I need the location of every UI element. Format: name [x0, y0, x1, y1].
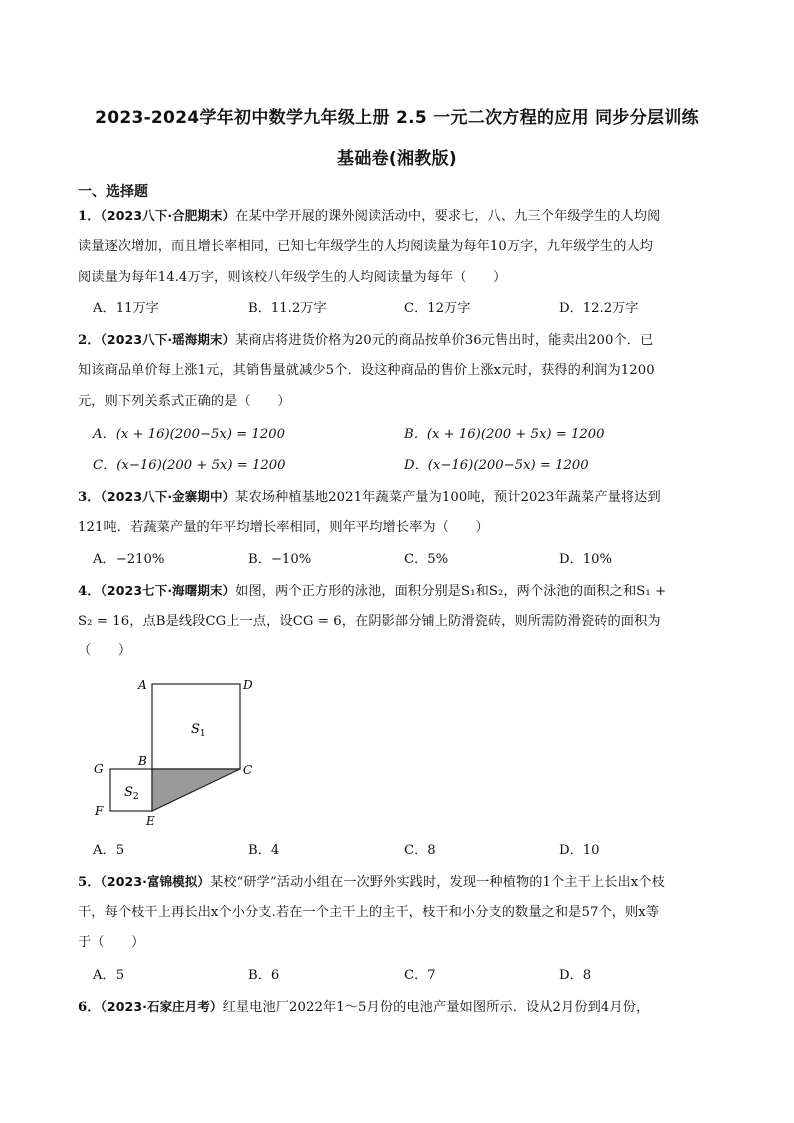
shaded-triangle — [152, 769, 240, 811]
question-5-option-d: D．8 — [559, 968, 592, 983]
question-3-text-1: 某农场种植基地2021年蔬菜产量为100吨，预计2023年蔬菜产量将达到 — [235, 490, 661, 505]
question-4-line-3: （ ） — [78, 643, 132, 658]
label-B: B — [138, 754, 147, 768]
question-4-line-1 — [78, 581, 718, 602]
question-4-option-a: A．5 — [93, 843, 125, 858]
question-2-number: 2． — [78, 333, 101, 348]
question-6-source: （2023·石家庄月考） — [100, 999, 223, 1014]
question-4-option-d: D．10 — [559, 843, 600, 858]
question-5-number: 5． — [78, 875, 101, 890]
question-4-source: （2023七下·海曙期末） — [100, 583, 236, 598]
question-1-line-3: 阅读量为每年14.4万字，则该校八年级学生的人均阅读量为每年（ ） — [78, 270, 507, 285]
question-1-option-b: B．11.2万字 — [248, 301, 327, 316]
question-1-source: （2023八下·合肥期末） — [100, 208, 236, 223]
question-6-number: 6． — [78, 1000, 101, 1015]
question-6-line-1 — [78, 997, 718, 1018]
question-2-line-3: 元，则下列关系式正确的是（ ） — [78, 394, 291, 409]
section-heading-choice: 一、选择题 — [78, 184, 148, 200]
question-2-option-b: B．(x + 16)(200 + 5x) = 1200 — [404, 427, 605, 442]
question-2-option-a: A．(x + 16)(200−5x) = 1200 — [93, 427, 285, 442]
question-2-option-d: D．(x−16)(200−5x) = 1200 — [404, 458, 589, 473]
question-4-text-1: 如图，两个正方形的泳池，面积分别是S₁和S₂，两个泳池的面积之和S₁ + — [235, 584, 667, 599]
question-2-option-c: C．(x−16)(200 + 5x) = 1200 — [93, 458, 286, 473]
label-G: G — [94, 762, 104, 776]
question-1-option-c: C．12万字 — [404, 301, 471, 316]
question-5-source: （2023·富锦模拟） — [100, 874, 210, 889]
question-4-option-c: C．8 — [404, 843, 436, 858]
question-5-text-1: 某校“研学”活动小组在一次野外实践时，发现一种植物的1个主干上长出x个枝 — [209, 875, 665, 890]
question-4-number: 4． — [78, 584, 101, 599]
label-F: F — [95, 804, 104, 818]
question-2-source: （2023八下·瑶海期末） — [100, 332, 236, 347]
question-2-line-2: 知该商品单价每上涨1元，其销售量就减少5个．设这种商品的售价上涨x元时，获得的利润为1200 — [78, 363, 655, 378]
question-5-option-b: B．6 — [248, 968, 280, 983]
question-2-text-1: 某商店将进货价格为20元的商品按单价36元售出时，能卖出200个．已 — [235, 333, 654, 348]
question-5-line-3: 于（ ） — [78, 935, 145, 950]
question-4-line-2: S₂ = 16，点B是线段CG上一点，设CG = 6，在阴影部分铺上防滑瓷砖，则所需防滑瓷砖的面积为 — [78, 614, 661, 629]
question-5-option-c: C．7 — [404, 968, 436, 983]
question-1-number: 1． — [78, 209, 101, 224]
label-S2: $S_2$ — [124, 785, 139, 802]
question-1-option-d: D．12.2万字 — [559, 301, 639, 316]
document-title-line-1: 2023-2024学年初中数学九年级上册 2.5 一元二次方程的应用 同步分层训练 — [95, 108, 699, 128]
label-C: C — [243, 763, 253, 777]
question-1-text-1: 在某中学开展的课外阅读活动中，要求七，八、九三个年级学生的人均阅 — [235, 209, 661, 224]
question-3-number: 3． — [78, 490, 101, 505]
question-3-option-a: A．−210% — [93, 552, 165, 567]
label-E: E — [146, 814, 155, 828]
question-1-line-1 — [78, 206, 718, 227]
question-5-line-1 — [78, 872, 718, 893]
question-3-line-1 — [78, 487, 718, 508]
question-3-option-c: C．5% — [404, 552, 449, 567]
label-D: D — [243, 678, 253, 692]
question-6-text-1: 红星电池厂2022年1～5月份的电池产量如图所示．设从2月份到4月份， — [222, 1000, 650, 1015]
question-4-figure — [85, 670, 275, 835]
question-3-line-2: 121吨．若蔬菜产量的年平均增长率相同，则年平均增长率为（ ） — [78, 520, 489, 535]
question-1-line-2: 读量逐次增加，而且增长率相同，已知七年级学生的人均阅读量为每年10万字，九年级学生的人均 — [78, 239, 654, 254]
question-1-option-a: A．11万字 — [93, 301, 159, 316]
question-5-line-2: 干，每个枝干上再长出x个小分支.若在一个主干上的主干，枝干和小分支的数量之和是57个，则x等 — [78, 905, 660, 920]
label-S1: $S_1$ — [191, 722, 206, 739]
question-4-option-b: B．4 — [248, 843, 280, 858]
question-5-option-a: A．5 — [93, 968, 125, 983]
question-3-source: （2023八下·金寨期中） — [100, 489, 236, 504]
question-3-option-b: B．−10% — [248, 552, 312, 567]
document-title-line-2: 基础卷(湘教版) — [337, 149, 457, 169]
question-3-option-d: D．10% — [559, 552, 613, 567]
label-A: A — [138, 678, 147, 692]
question-2-line-1 — [78, 330, 718, 351]
